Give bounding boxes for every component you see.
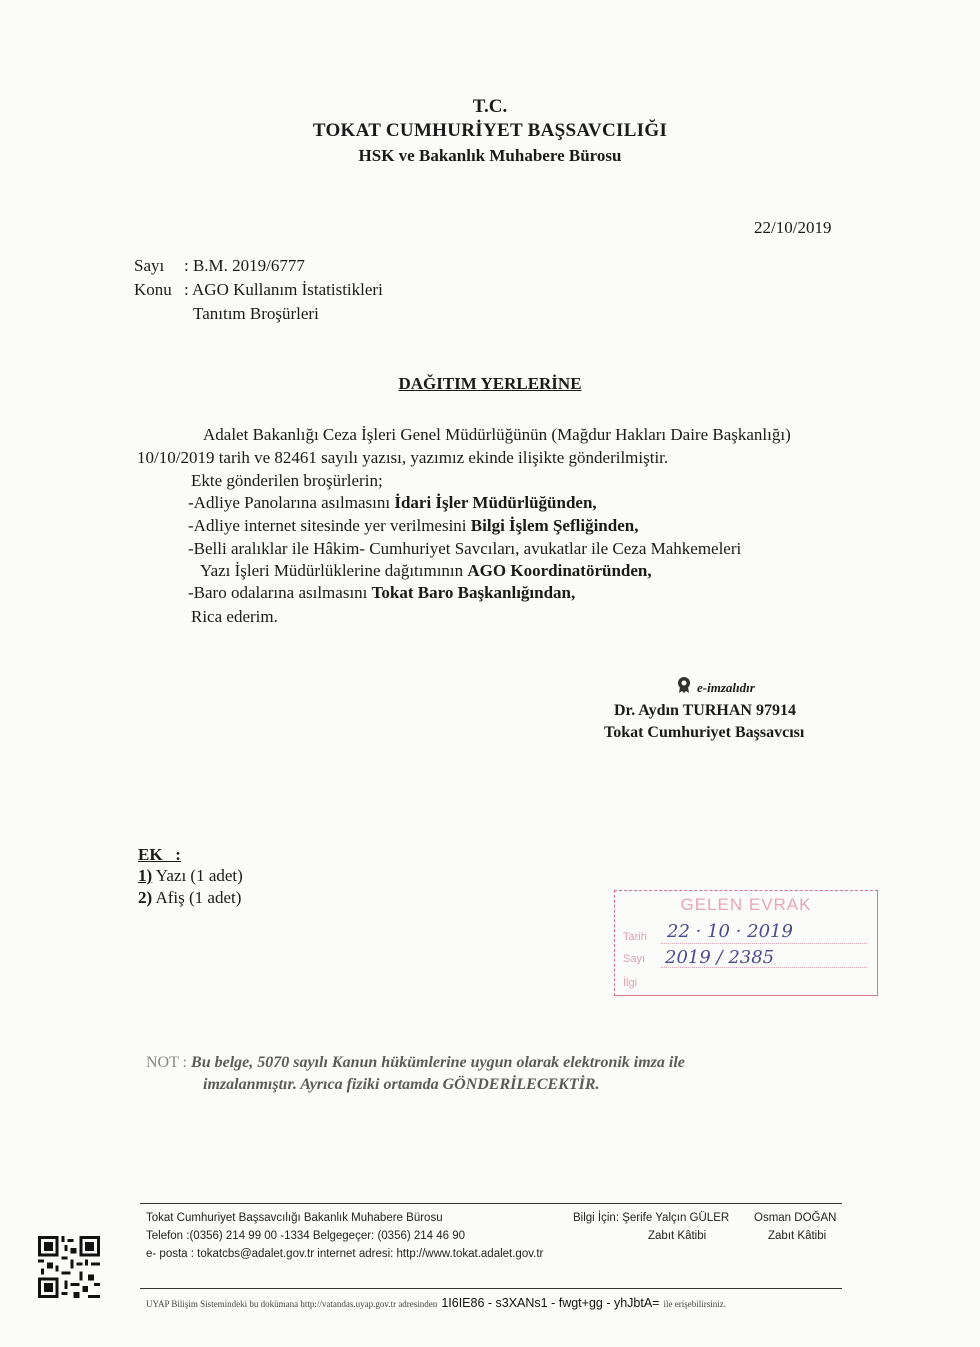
ek-item-1: 1) Yazı (1 adet) (138, 866, 243, 885)
item-4: -Baro odalarına asılmasını Tokat Baro Başkanlığından, (188, 583, 576, 602)
note-line-1: NOT : Bu belge, 5070 sayılı Kanun hükümlerine uygun olarak elektronik imza ile (146, 1054, 685, 1071)
note-line-2: imzalanmıştır. Ayrıca fiziki ortamda GÖNDERİLECEKTİR. (203, 1076, 600, 1093)
e-signature-label: e-imzalıdır (697, 680, 755, 695)
header-institution: TOKAT CUMHURİYET BAŞSAVCILIĞI (312, 120, 668, 141)
footer-divider (140, 1203, 842, 1204)
header-bureau: HSK ve Bakanlık Muhabere Bürosu (358, 146, 622, 165)
incoming-document-stamp (614, 890, 878, 996)
konu-value-2: Tanıtım Broşürleri (193, 304, 319, 323)
header-tc: T.C. (472, 96, 508, 117)
footer-contact-2: Osman DOĞAN (754, 1212, 837, 1224)
item-3-line-1: -Belli aralıklar ile Hâkim- Cumhuriyet Savcıları, avukatlar ile Ceza Mahkemeleri (188, 539, 742, 558)
ek-label: EK : (138, 845, 181, 864)
stamp-sayi-label: Sayı (623, 953, 646, 965)
item-1: -Adliye Panolarına asılmasını İdari İşler Müdürlüğünden, (188, 493, 597, 512)
signer-title: Tokat Cumhuriyet Başsavcısı (604, 724, 805, 741)
uyap-access-code: 1I6IE86 - s3XANs1 - fwgt+gg - yhJbtA= (441, 1296, 660, 1310)
footer-divider-2 (140, 1288, 842, 1289)
stamp-tarih-value: 22 · 10 · 2019 (667, 921, 793, 942)
item-3-line-2: Yazı İşleri Müdürlüklerine dağıtımının AGO Koordinatöründen, (200, 561, 652, 580)
ek-item-2: 2) Afiş (1 adet) (138, 888, 242, 907)
stamp-title: GELEN EVRAK (680, 895, 812, 914)
konu-label: Konu (134, 280, 172, 299)
e-signature-icon (676, 676, 692, 694)
paragraph-1-line-2: 10/10/2019 tarih ve 82461 sayılı yazısı, yazımız ekinde ilişikte gönderilmiştir. (137, 448, 669, 467)
closing: Rica ederim. (191, 607, 278, 626)
stamp-tarih-label: Tarih (623, 931, 647, 943)
uyap-access-line: UYAP Bilişim Sistemindeki bu dokümana http://vatandas.uyap.gov.tr adresinden 1I6IE86 - s3XANs1 - fwgt+gg - yhJbtA= ile erişebilirsiniz. (146, 1296, 726, 1310)
footer-address-2: Telefon :(0356) 214 99 00 -1334 Belgegeçer: (0356) 214 46 90 (146, 1230, 466, 1242)
paragraph-2: Ekte gönderilen broşürlerin; (191, 471, 383, 490)
konu-value: : AGO Kullanım İstatistikleri (184, 280, 383, 299)
footer-address-1: Tokat Cumhuriyet Başsavcılığı Bakanlık Muhabere Bürosu (146, 1212, 443, 1224)
stamp-sayi-value: 2019 / 2385 (665, 947, 775, 968)
document-title: DAĞITIM YERLERİNE (398, 374, 582, 393)
paragraph-1-line-1: Adalet Bakanlığı Ceza İşleri Genel Müdürlüğünün (Mağdur Hakları Daire Başkanlığı) (203, 425, 791, 444)
footer-role-2: Zabıt Kâtibi (768, 1230, 827, 1242)
footer-role-1: Zabıt Kâtibi (648, 1230, 707, 1242)
footer-address-3: e- posta : tokatcbs@adalet.gov.tr internet adresi: http://www.tokat.adalet.gov.tr (146, 1248, 544, 1260)
sayi-label: Sayı (134, 256, 165, 275)
signer-name: Dr. Aydın TURHAN 97914 (614, 702, 796, 719)
document-date: 22/10/2019 (754, 218, 832, 237)
footer-info-contact: Bilgi İçin: Şerife Yalçın GÜLER (573, 1212, 730, 1224)
item-2: -Adliye internet sitesinde yer verilmesini Bilgi İşlem Şefliğinden, (188, 516, 639, 535)
konu-row (134, 280, 383, 300)
qr-code (38, 1236, 100, 1298)
sayi-value: : B.M. 2019/6777 (184, 256, 305, 275)
sayi-row (134, 256, 305, 276)
stamp-ilgi-label: İlgi (623, 977, 638, 989)
